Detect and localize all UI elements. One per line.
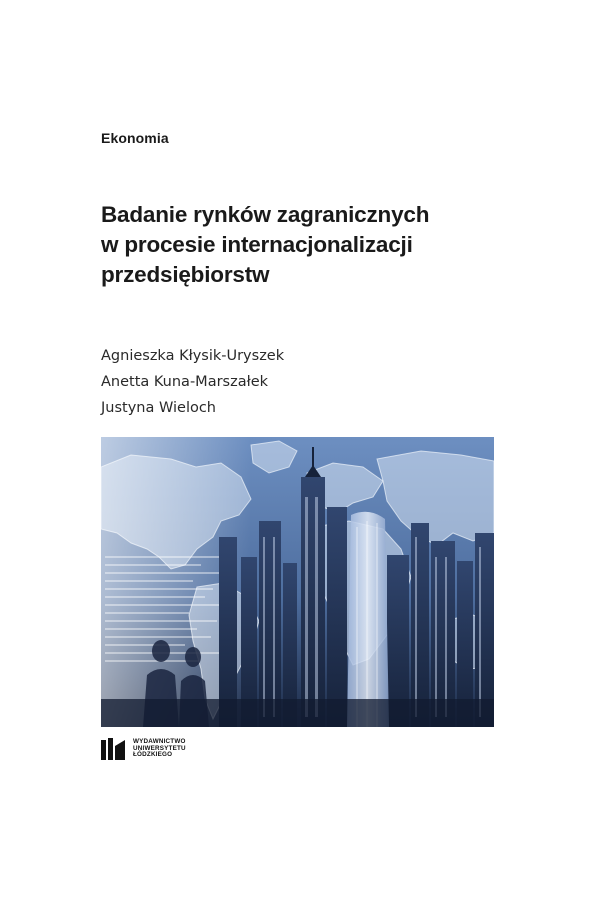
publisher-line: ŁÓDZKIEGO [133,751,173,759]
publisher-name [133,739,186,759]
cover-illustration [101,437,494,727]
book-title [101,200,521,290]
author-name: Justyna Wieloch [101,400,217,416]
author-name: Anetta Kuna-Marszałek [101,374,269,390]
world-map-city-skyline-image [101,437,494,727]
author-list [101,343,284,421]
publisher-line: WYDAWNICTWO [133,737,186,745]
publisher-line: UNIWERSYTETU [133,744,186,752]
series-label: Ekonomia [101,130,169,146]
title-line: w procesie internacjonalizacji [101,232,413,257]
publisher-block [101,738,186,760]
title-line: przedsiębiorstw [101,262,270,287]
author-name: Agnieszka Kłysik-Uryszek [101,348,285,364]
wydawnictwo-logo-icon [101,738,127,760]
title-line: Badanie rynków zagranicznych [101,202,430,227]
